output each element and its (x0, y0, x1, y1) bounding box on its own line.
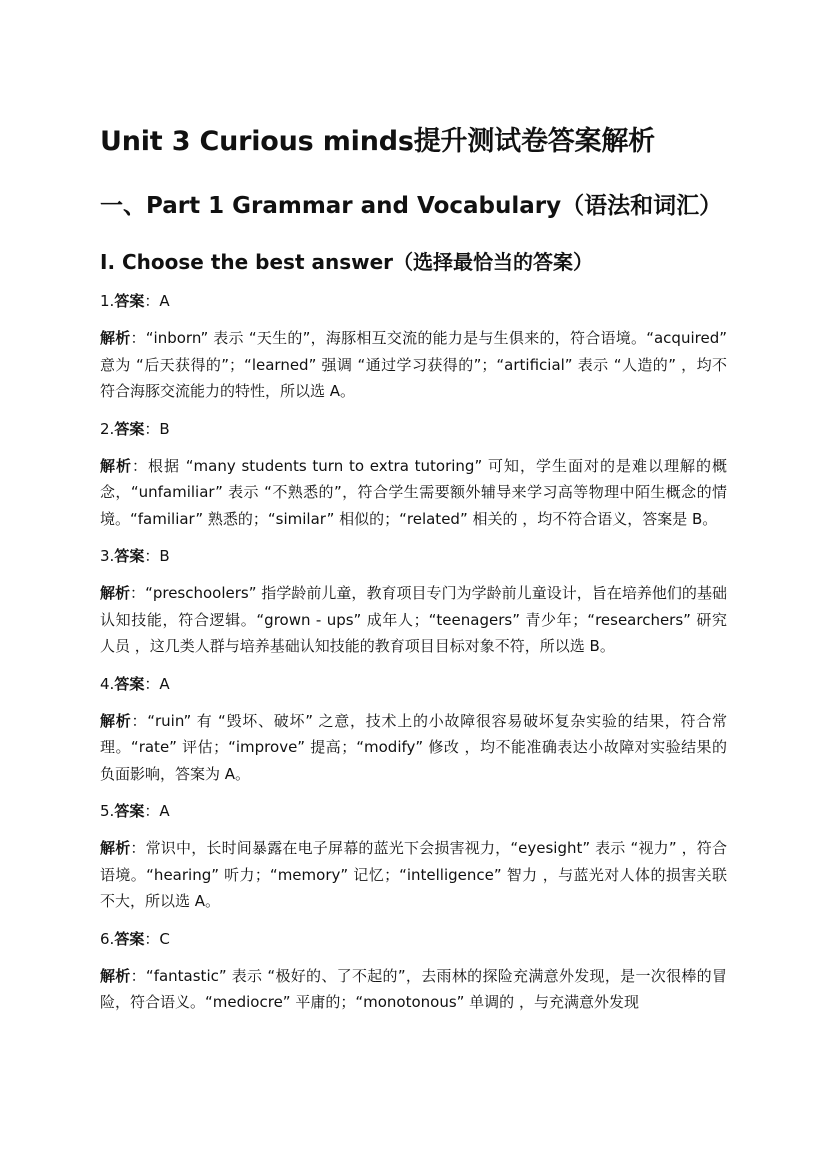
explanation-label: 解析 (100, 584, 131, 602)
answer-item (100, 289, 727, 405)
answer-value: B (159, 419, 170, 438)
explanation-text: “inborn” 表示 “天生的”，海豚相互交流的能力是与生俱来的，符合语境。“acquired” 意为 “后天获得的”；“learned” 强调 “通过学习获得的”；“artificial” 表示 “人造的” ，均不符合海豚交流能力的特性，所以选 A。 (100, 329, 727, 400)
document-title: Unit 3 Curious minds提升测试卷答案解析 (100, 126, 655, 157)
explanation-paragraph: 解析：“ruin” 有 “毁坏、破坏” 之意，技术上的小故障很容易破坏复杂实验的结果，符合常理。“rate” 评估；“improve” 提高；“modify” 修改 ，均不能准确表达小故障对实验结果的负面影响，答案为 A。 (100, 711, 727, 783)
answer-label: 答案 (114, 292, 145, 310)
explanation-text: 常识中，长时间暴露在电子屏幕的蓝光下会损害视力，“eyesight” 表示 “视力” ，符合语境。“hearing” 听力；“memory” 记忆；“intelligence” 智力 ，与蓝光对人体的损害关联不大，所以选 A。 (100, 839, 727, 910)
explanation-label: 解析 (100, 456, 132, 475)
answer-label: 答案 (114, 547, 145, 565)
explanation-text: “fantastic” 表示 “极好的、了不起的”，去雨林的探险充满意外发现，是一次很棒的冒险，符合语义。“mediocre” 平庸的；“monotonous” 单调的 ，与充满意外发现 (100, 966, 727, 1011)
answer-label: 答案 (114, 674, 145, 693)
answer-line: 2.答案：B (100, 419, 170, 438)
question-number: 4. (100, 674, 115, 693)
answer-item (100, 927, 727, 1016)
answer-line: 4.答案：A (100, 674, 170, 693)
explanation-label: 解析 (100, 711, 132, 730)
section-heading: 一、Part 1 Grammar and Vocabulary（语法和词汇） (100, 193, 723, 219)
explanation-paragraph: 解析：“inborn” 表示 “天生的”，海豚相互交流的能力是与生俱来的，符合语境。“acquired” 意为 “后天获得的”；“learned” 强调 “通过学习获得的”；“artificial” 表示 “人造的” ，均不符合海豚交流能力的特性，所以选 A。 (100, 329, 727, 400)
explanation-paragraph: 解析：常识中，长时间暴露在电子屏幕的蓝光下会损害视力，“eyesight” 表示 “视力” ，符合语境。“hearing” 听力；“memory” 记忆；“intelligence” 智力 ，与蓝光对人体的损害关联不大，所以选 A。 (100, 839, 727, 910)
explanation-label: 解析 (100, 966, 131, 985)
question-number: 2. (100, 419, 115, 438)
answer-item (100, 799, 727, 915)
explanation-label: 解析 (100, 329, 131, 347)
answer-list (100, 289, 727, 1016)
subsection-heading: I. Choose the best answer（选择最恰当的答案） (100, 250, 594, 274)
answer-line: 5.答案：A (100, 802, 170, 820)
answer-label: 答案 (114, 802, 145, 820)
question-number: 1. (100, 292, 115, 310)
question-number: 3. (100, 547, 115, 565)
question-number: 5. (100, 802, 115, 820)
answer-value: C (159, 929, 170, 948)
explanation-text: “preschoolers” 指学龄前儿童，教育项目专门为学龄前儿童设计，旨在培养他们的基础认知技能，符合逻辑。“grown - ups” 成年人；“teenagers” 青少年；“researchers” 研究人员 ，这几类人群与培养基础认知技能的教育项目目标对象不符，所以选 B。 (100, 584, 727, 655)
answer-label: 答案 (114, 929, 145, 948)
answer-line: 3.答案：B (100, 547, 170, 565)
explanation-text: “ruin” 有 “毁坏、破坏” 之意，技术上的小故障很容易破坏复杂实验的结果，符合常理。“rate” 评估；“improve” 提高；“modify” 修改 ，均不能准确表达小故障对实验结果的负面影响，答案为 A。 (100, 711, 727, 783)
explanation-text: 根据 “many students turn to extra tutoring” 可知，学生面对的是难以理解的概念，“unfamiliar” 表示 “不熟悉的”，符合学生需要额外辅导来学习高等物理中陌生概念的情境。“familiar” 熟悉的；“similar” 相似的；“related” 相关的 ，均不符合语义，答案是 B。 (100, 456, 727, 528)
explanation-paragraph: 解析：“preschoolers” 指学龄前儿童，教育项目专门为学龄前儿童设计，旨在培养他们的基础认知技能，符合逻辑。“grown - ups” 成年人；“teenagers” 青少年；“researchers” 研究人员 ，这几类人群与培养基础认知技能的教育项目目标对象不符，所以选 B。 (100, 584, 727, 655)
answer-label: 答案 (114, 419, 145, 438)
answer-value: A (159, 674, 170, 693)
answer-line: 6.答案：C (100, 929, 170, 948)
answer-line: 1.答案：A (100, 292, 170, 310)
answer-value: A (159, 292, 170, 310)
answer-item (100, 672, 727, 788)
explanation-label: 解析 (100, 839, 131, 857)
explanation-paragraph: 解析：“fantastic” 表示 “极好的、了不起的”，去雨林的探险充满意外发现，是一次很棒的冒险，符合语义。“mediocre” 平庸的；“monotonous” 单调的 ，与充满意外发现 (100, 966, 727, 1011)
explanation-paragraph: 解析：根据 “many students turn to extra tutoring” 可知，学生面对的是难以理解的概念，“unfamiliar” 表示 “不熟悉的”，符合学生需要额外辅导来学习高等物理中陌生概念的情境。“familiar” 熟悉的；“similar” 相似的；“related” 相关的 ，均不符合语义，答案是 B。 (100, 456, 727, 528)
answer-value: B (159, 547, 170, 565)
answer-item (100, 417, 727, 533)
answer-value: A (159, 802, 170, 820)
question-number: 6. (100, 929, 115, 948)
answer-item (100, 544, 727, 660)
